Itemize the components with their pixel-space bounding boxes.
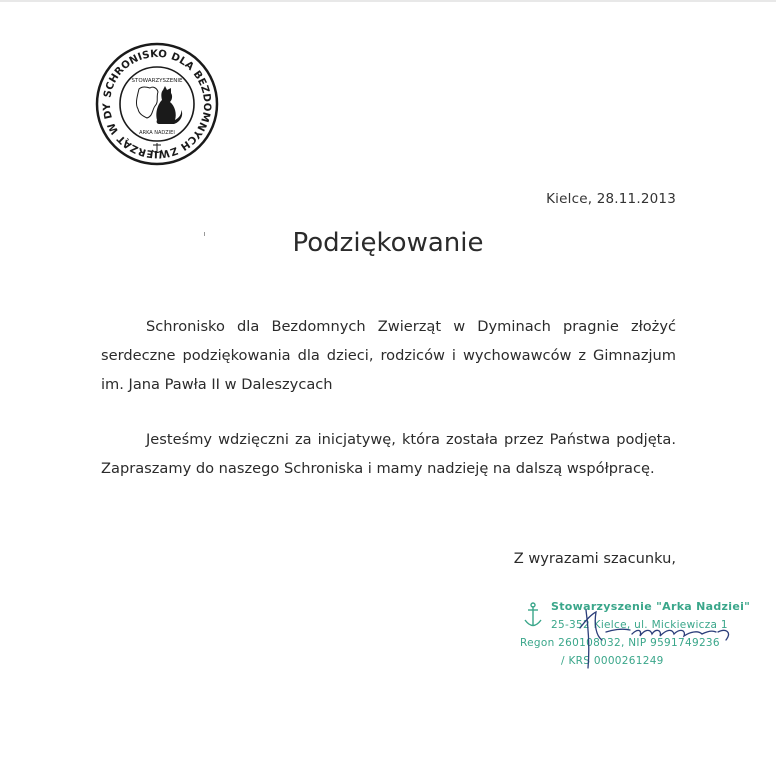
paragraph-1-line-2: serdeczne podziękowania dla dzieci, rodziców i wychowawców z Gimnazjum (101, 347, 676, 364)
paragraph-2-line-1: Jesteśmy wdzięczni za inicjatywę, która została przez Państwa podjęta. (146, 431, 676, 448)
paragraph-1 (101, 312, 676, 399)
top-edge (0, 0, 776, 2)
stamp-organization-name: Stowarzyszenie "Arka Nadziei" (551, 600, 751, 613)
ark-anchor-icon (522, 602, 544, 632)
shelter-seal-logo (95, 42, 219, 166)
letter-date: Kielce, 28.11.2013 (546, 191, 676, 207)
stamp-regon-nip: Regon 260108032, NIP 9591749236 (520, 637, 720, 649)
paragraph-2 (101, 425, 676, 483)
closing-salutation: Z wyrazami szacunku, (513, 550, 676, 567)
seal-inner-top: STOWARZYSZENIE (131, 78, 183, 84)
paragraph-1-line-3: im. Jana Pawła II w Daleszycach (101, 376, 333, 393)
paragraph-1-line-1: Schronisko dla Bezdomnych Zwierząt w Dyminach pragnie złożyć (146, 318, 676, 335)
seal-inner-bottom: ARKA NADZIEI (139, 130, 175, 136)
stamp-address: 25-352 Kielce, ul. Mickiewicza 1 (551, 619, 728, 631)
seal-ring-text: SCHRONISKO DLA BEZDOMNYCH ZWIERZĄT W DY (101, 48, 213, 160)
letter-title: Podziękowanie (292, 228, 484, 258)
stamp-krs: / KRS 0000261249 (561, 655, 664, 667)
handwritten-signature (566, 600, 746, 672)
paragraph-2-line-2: Zapraszamy do naszego Schroniska i mamy nadzieję na dalszą współpracę. (101, 460, 655, 477)
